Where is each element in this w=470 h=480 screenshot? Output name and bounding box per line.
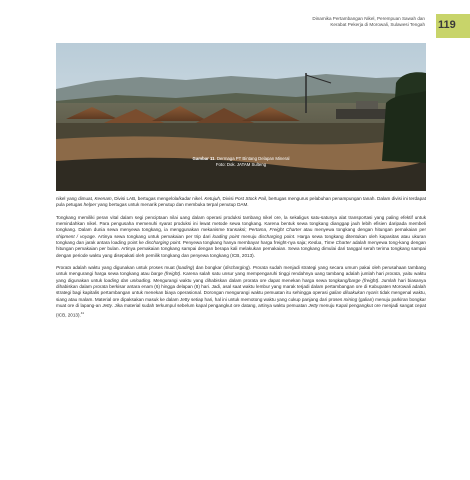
text-segment: Prorata xyxy=(252,265,268,271)
text-segment: (galian) menuju parkiran bongkar muat ore di lapang-an xyxy=(56,296,426,309)
text-segment: loading point xyxy=(212,233,240,239)
text-segment: Prorata xyxy=(56,265,72,271)
text-segment: . Karena salah satu unsur yang mempengaruhi tinggi rendahnya uang tambang adalah jumlah hari xyxy=(180,271,386,277)
running-header xyxy=(225,16,425,28)
text-segment: berkisar antara enam (6) hingga delapan (8) hari. Jadi, asal saat waktu lembur yang marak terjadi dalam pertambangan ore di Kabupaten Morowali adalah strategi bagi kapitalis pertambangan untuk menekan biaya operasional. Dorongan mengurangi waktu pemuatan itu sehingga operasi xyxy=(56,284,426,296)
text-segment: ) dan bongkar ( xyxy=(192,265,225,271)
text-segment: shipment / voyage xyxy=(56,233,95,239)
text-segment: , Divisi xyxy=(219,196,235,201)
figure-photo xyxy=(56,43,426,191)
paragraph xyxy=(56,265,426,318)
text-segment: setiap hari, hal ini untuk memotong waktu yang cukup panjang dari proses xyxy=(189,296,344,302)
text-segment: Kedua xyxy=(308,240,322,246)
text-segment: . Jika material sudah terkumpul sebelum kapal pengangkut ore datang, artinya waktu pemuatan xyxy=(111,303,309,309)
running-header-line-2: Kerabat Pekerja di Morowali, Sulawesi Tengah xyxy=(330,22,425,27)
text-segment: loading dan unloading xyxy=(104,277,151,283)
text-segment: discharging xyxy=(224,265,249,271)
figure-caption xyxy=(56,156,426,168)
text-segment: prorata xyxy=(385,271,400,277)
text-segment: Pertama xyxy=(248,227,267,233)
caption-credit: Foto: Dok. JATAM Sulteng xyxy=(215,162,267,167)
text-segment: . Penyewa tongkang hanya membayar harga freight-nya saja; xyxy=(180,240,309,246)
text-segment: sudah menjadi strategi yang secara umum pakai oleh perusahaan tambang untuk mengurangi harga sewa tongkang atau xyxy=(56,265,426,277)
text-segment: , yaitu waktu yang digunakan untuk xyxy=(56,271,426,283)
text-segment: . Mengurangi waktu yang dihabiskan dalam prorata ore dapat menekan harga sewa tongkang/ xyxy=(150,277,349,283)
text-segment: mining xyxy=(343,296,358,302)
jetty-photo xyxy=(56,43,426,191)
caption-label: Gambar 11 xyxy=(192,156,215,161)
text-segment: adalah waktu yang digunakan untuk proses muat ( xyxy=(71,265,178,271)
text-segment: , xyxy=(266,227,270,233)
text-segment: Time Charter xyxy=(324,240,352,246)
text-segment: Keenam xyxy=(94,196,112,201)
text-segment: , xyxy=(321,240,325,246)
text-segment: Jetty xyxy=(308,303,319,309)
text-segment: Jetty xyxy=(179,296,190,302)
text-segment: galian diluakukan nyaris xyxy=(329,290,379,296)
text-segment: Ketujuh xyxy=(204,196,220,201)
text-segment: barge (freight) xyxy=(151,271,181,277)
paragraph xyxy=(56,196,426,209)
running-header-line-1: Dinamika Pertambangan Nikel, Perempuan Sawah dan xyxy=(312,16,425,21)
text-segment: atau menyewa tongkang dengan hitungan pemakaian per xyxy=(301,227,426,233)
text-segment: menuju Kapal pengangkut ore menjadi sangat cepat (ICB, 2013). xyxy=(56,303,426,318)
paragraph xyxy=(56,215,426,259)
text-segment: barge (freight) xyxy=(348,277,379,283)
text-segment: yang bertugas untuk menarik penutup dan membuka terpal penutup DAM. xyxy=(96,202,249,208)
footnote-ref: 41 xyxy=(80,310,85,315)
text-segment: . Harga sewa tongkang ditentukan oleh kapasitas atau ukuran tongkang dan jarak antara loading point ke xyxy=(56,233,427,246)
text-segment: Tongkang memiliki peran vital dalam segi penciptaan nilai uang dalam operasi produksi tambang nikel ore, la sekaligus satu-satunya alat transportasi yang paling efektif untuk memindahkan nikel. Para pengusaha memenuhi syarat produksi ini lewat metode sewa tongkang. Karena bentuk sewa tongkang dianggap jauh lebih efisien daripada membeli tongkang. Dalam dunia sewa menyewa tongkang, ia menggunakan mekanisme transaksi; xyxy=(56,214,426,233)
text-segment: menuju xyxy=(239,233,259,239)
text-segment: discharging point xyxy=(258,233,294,239)
text-segment: ). xyxy=(248,265,253,271)
text-segment: helper xyxy=(83,202,97,208)
text-segment: adalah menyewa tong-kang dengan hitungan pemakaian per bulan. Artinya pemakaian tongkang sampai dengan berapa kali melakukan pemakaian. Sewa tongkang dimulai dari tanggal serah terima tongkang sampai dengan periode waktu yang disepakati oleh pemilik tongkang dan penyewa tongkang (ICB, 2013). xyxy=(56,240,426,258)
page-number: 119 xyxy=(438,19,456,31)
text-segment: nikel yang dimuat, xyxy=(56,196,95,201)
text-segment: , Divisi LAB, bertugas mengelola/kadar nikel. xyxy=(111,196,205,201)
text-segment: Jetty xyxy=(102,303,112,309)
text-segment: , bertugas mengurus pelabuhan penampungan tanah. Dalam divisi ini terdapat pula petugas xyxy=(56,196,426,208)
text-segment: loading xyxy=(177,265,193,271)
text-segment: discharging point xyxy=(145,240,181,246)
text-segment: tidak mengenal waktu, siang atau malam. Material ore dipaksakan masuk ke dalam xyxy=(56,290,426,302)
text-segment: Post Stock Pail xyxy=(234,196,266,201)
text-segment: . Artinya sewa tongkang untuk pemakaian per trip dari xyxy=(94,233,213,239)
caption-text: . Dermaga PT Bintang Delapan Mineral xyxy=(214,156,290,161)
text-segment: prorata xyxy=(93,284,108,290)
body-text xyxy=(56,196,426,324)
text-segment: Freight Charter xyxy=(269,227,302,233)
text-segment: . Jumlah hari biasanya dihabiskan dalam xyxy=(56,277,427,290)
